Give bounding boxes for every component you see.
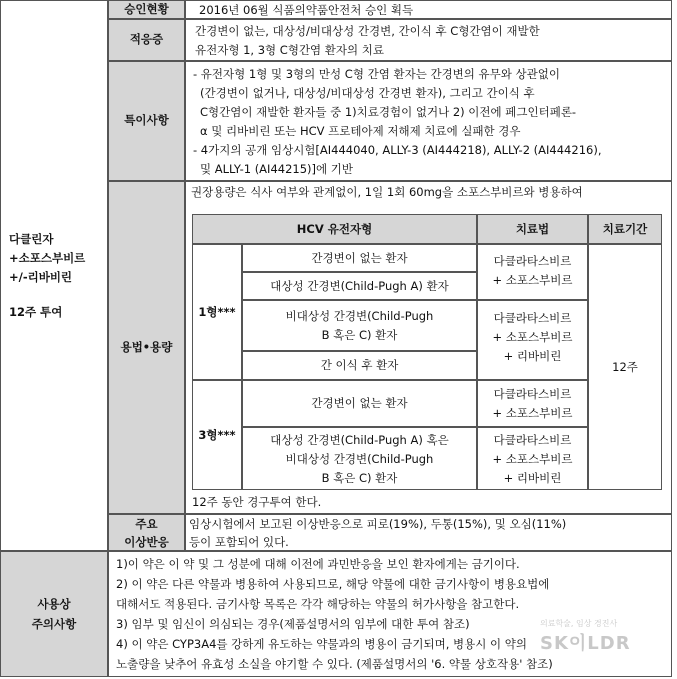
indication-line-1: 간경변이 없는, 대상성/비대상성 간경변, 간이식 후 C형간염이 재발한 [195, 24, 540, 38]
approval-label: 승인현황 [108, 0, 185, 19]
adverse-label-1: 주요 [135, 516, 158, 531]
caution-label-2: 주의사항 [31, 617, 77, 631]
adverse-value [185, 514, 672, 551]
g3-cirr-line-1: 대상성 간경변(Child-Pugh A) 혹은 [270, 433, 449, 447]
treatment-period: 12주 [588, 244, 662, 490]
drug-label [9, 230, 85, 322]
g1-tx-a-line-1: 다클라타스비르 [493, 254, 572, 268]
caution-label-1: 사용상 [37, 597, 71, 611]
drug-duration: 12주 투여 [9, 305, 63, 319]
genotype-1-label: 1형*** [192, 244, 242, 380]
special-line-4: α 및 리바비린 또는 HCV 프로테아제 저해제 치료에 실패한 경우 [200, 124, 521, 138]
caution-line-5: 4) 이 약은 CYP3A4를 강하게 유도하는 약물과의 병용이 금기되며, 병용시 이 약의 [116, 637, 528, 651]
g3-cirr-line-3: B 혹은 C) 환자 [321, 471, 398, 485]
g1-decomp-line-2: B 혹은 C) 환자 [321, 328, 398, 342]
g3-tx-a-line-1: 다클라타스비르 [493, 387, 572, 401]
adverse-line-1: 임상시험에서 보고된 이상반응으로 피로(19%), 두통(15%), 및 오심(11%) [189, 517, 567, 531]
adverse-label-2: 이상반응 [124, 534, 169, 549]
drug-label-cell [0, 0, 108, 551]
g1-tx-b-line-3: + 리바비린 [503, 349, 562, 363]
g1-tx-b-line-1: 다클라타스비르 [493, 311, 572, 325]
g1-row-no-cirrhosis: 간경변이 없는 환자 [242, 244, 477, 272]
watermark-title: SK이LDR [540, 633, 631, 654]
caution-line-3: 대해서도 적용된다. 금기사항 목록은 각각 해당하는 약물의 허가사항을 참고한다. [116, 597, 520, 611]
special-line-2: (간경변이 없거나, 대상성/비대상성 간경변 환자), 그리고 간이식 후 [200, 86, 535, 100]
drug-name: 다클린자 [9, 232, 54, 246]
hcv-genotype-header: HCV 유전자형 [192, 214, 477, 244]
drug-combo-1: +소포스부비르 [9, 251, 86, 265]
watermark-sub: 의료학술, 임상 경진사 [540, 619, 618, 628]
caution-line-2: 2) 이 약은 다른 약물과 병용하여 사용되므로, 해당 약물에 대한 금기사항이 병용요법에 [116, 577, 550, 591]
caution-line-1: 1)이 약은 이 약 및 그 성분에 대해 이전에 과민반응을 보인 환자에게는 금기이다. [116, 557, 520, 571]
treatment-header: 치료법 [477, 214, 588, 244]
drug-combo-2: +/-리바비린 [9, 270, 73, 284]
caution-line-6: 노출량을 낮추어 유효성 소실을 야기할 수 있다. (제품설명서의 '6. 약물 상호작용' 참조) [116, 657, 553, 671]
g3-tx-b [477, 427, 588, 490]
g3-cirr-line-2: 비대상성 간경변(Child-Pugh [285, 452, 434, 466]
g3-tx-b-line-2: + 소포스부비르 [492, 452, 573, 466]
g1-tx-b [477, 300, 588, 380]
approval-value: 2016년 06월 식품의약품안전처 승인 획득 [185, 0, 672, 19]
indication-label: 적응증 [108, 19, 185, 61]
g3-tx-a-line-2: + 소포스부비르 [492, 406, 573, 420]
g1-tx-a [477, 244, 588, 300]
indication-value [185, 19, 672, 61]
special-line-5: - 4가지의 공개 임상시험[AI444040, ALLY-3 (AI444218), ALLY-2 (AI444216), [193, 143, 602, 157]
g1-row-decompensated [242, 300, 477, 351]
adverse-line-2: 등이 포함되어 있다. [189, 535, 289, 549]
dosage-label: 용법•용량 [108, 181, 185, 514]
g3-tx-b-line-1: 다클라타스비르 [493, 433, 572, 447]
genotype-3-label: 3형*** [192, 380, 242, 490]
dosage-footer: 12주 동안 경구투여 한다. [192, 495, 322, 509]
g1-tx-b-line-2: + 소포스부비르 [492, 330, 573, 344]
g3-row-no-cirrhosis: 간경변이 없는 환자 [242, 380, 477, 427]
g1-row-compensated: 대상성 간경변(Child-Pugh A) 환자 [242, 272, 477, 300]
special-value [185, 61, 672, 181]
g3-row-cirrhosis [242, 427, 477, 490]
period-header: 치료기간 [588, 214, 662, 244]
special-line-3: C형간염이 재발한 환자들 중 1)치료경험이 없거나 2) 이전에 페그인터페론- [200, 105, 577, 119]
g3-tx-b-line-3: + 리바비린 [503, 471, 562, 485]
indication-line-2: 유전자형 1, 3형 C형간염 환자의 치료 [195, 43, 385, 57]
caution-line-4: 3) 임부 및 임신이 의심되는 경우(제품설명서의 임부에 대한 투여 참조) [116, 617, 470, 631]
g1-row-transplant: 간 이식 후 환자 [242, 351, 477, 380]
special-line-6: 및 ALLY-1 (AI44215)]에 기반 [200, 162, 353, 176]
adverse-label [108, 514, 185, 551]
dosage-intro: 권장용량은 식사 여부와 관계없이, 1일 1회 60mg을 소포스부비르와 병용하여 [191, 185, 583, 199]
special-label: 특이사항 [108, 61, 185, 181]
dosage-value [185, 181, 672, 514]
g1-decomp-line-1: 비대상성 간경변(Child-Pugh [285, 309, 434, 323]
special-line-1: - 유전자형 1형 및 3형의 만성 C형 간염 환자는 간경변의 유무와 상관없이 [193, 67, 560, 81]
watermark [540, 618, 631, 655]
g1-tx-a-line-2: + 소포스부비르 [492, 273, 573, 287]
caution-label [0, 551, 108, 677]
caution-value [108, 551, 672, 677]
g3-tx-a [477, 380, 588, 427]
